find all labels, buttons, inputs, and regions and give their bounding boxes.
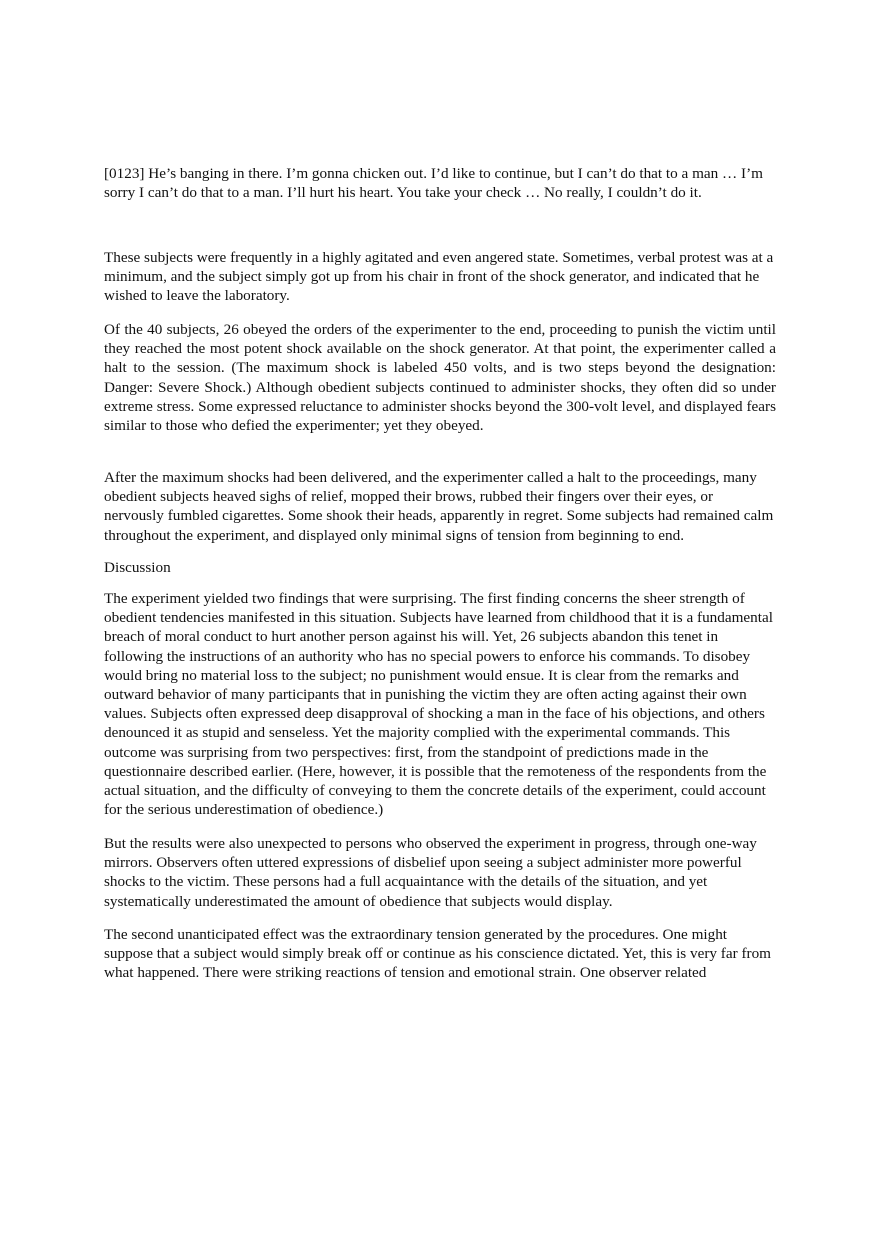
paragraph-agitated-subjects: These subjects were frequently in a highly agitated and even angered state. Sometimes, verbal protest was at a minimum, and the subject simply got up from his chair in front of the shock generator, and indicated that he wished to leave the laboratory. <box>104 249 774 305</box>
paragraph-observer-expectations: But the results were also unexpected to persons who observed the experiment in progress, through one-way mirrors. Observers often uttered expressions of disbelief upon seeing a subject administer more powerful shocks to the victim. These persons had a full acquaintance with the details of the situation, and yet systematically underestimated the amount of obedience that subjects would display. <box>104 835 757 910</box>
participant-quote: [0123] He’s banging in there. I’m gonna chicken out. I’d like to continue, but I can’t do that to a man … I’m sorry I can’t do that to a man. I’ll hurt his heart. You take your check … No really, I couldn’t do it. <box>104 165 763 202</box>
paragraph-relief-reactions: After the maximum shocks had been delivered, and the experimenter called a halt to the proceedings, many obedient subjects heaved sighs of relief, mopped their brows, rubbed their fingers over their eyes, or nervously fumbled cigarettes. Some shook their heads, apparently in regret. Some subjects had remained calm throughout the experiment, and displayed only minimal signs of tension from beginning to end. <box>104 469 774 544</box>
section-heading-discussion: Discussion <box>104 559 171 576</box>
paragraph-tension-effect: The second unanticipated effect was the extraordinary tension generated by the procedures. One might suppose that a subject would simply break off or continue as his conscience dictated. Yet, this is very far from what happened. There were striking reactions of tension and emotional strain. One observer related <box>104 926 771 982</box>
paragraph-discussion-findings: The experiment yielded two findings that were surprising. The first finding concerns the sheer strength of obedient tendencies manifested in this situation. Subjects have learned from childhood that it is a fundamental breach of moral conduct to hurt another person against his will. Yet, 26 subjects abandon this tenet in following the instructions of an authority who has no special powers to enforce his commands. To disobey would bring no material loss to the subject; no punishment would ensue. It is clear from the remarks and outward behavior of many participants that in punishing the victim they are often acting against their own values. Subjects often expressed deep disapproval of shocking a man in the face of his objections, and others denounced it as stupid and senseless. Yet the majority complied with the experimental commands. This outcome was surprising from two perspectives: first, from the standpoint of predictions made in the questionnaire described earlier. (Here, however, it is possible that the remoteness of the respondents from the actual situation, and the difficulty of conveying to them the concrete details of the experiment, could account for the serious underestimation of obedience.) <box>104 590 773 819</box>
paragraph-obedience-results: Of the 40 subjects, 26 obeyed the orders of the experimenter to the end, proceeding to punish the victim until they reached the most potent shock available on the shock generator. At that point, the experimenter called a halt to the session. (The maximum shock is labeled 450 volts, and is two steps beyond the designation: Danger: Severe Shock.) Although obedient subjects continued to administer shocks, they often did so under extreme stress. Some expressed reluctance to administer shocks beyond the 300-volt level, and displayed fears similar to those who defied the experimenter; yet they obeyed. <box>104 321 776 435</box>
